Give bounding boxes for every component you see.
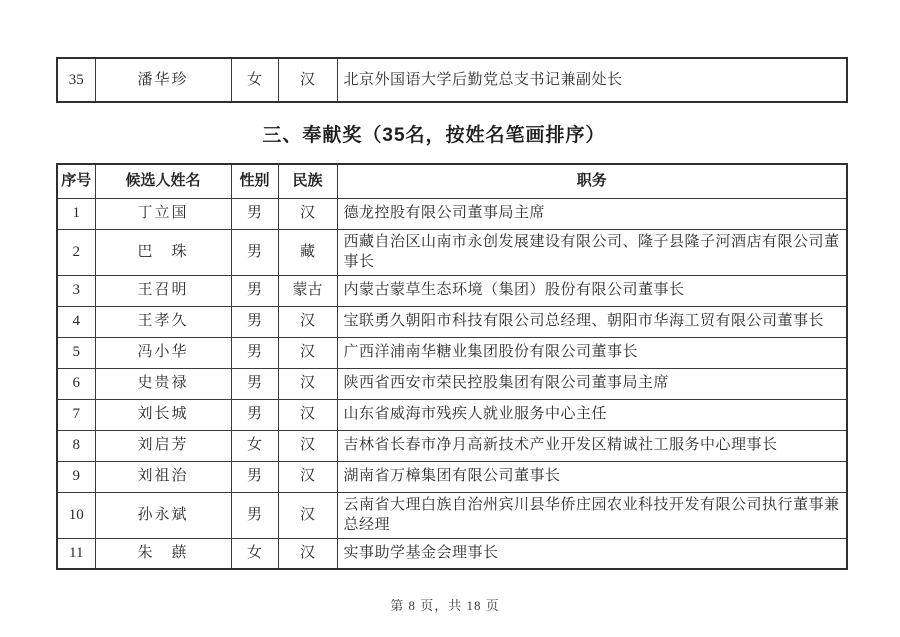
table-row (57, 198, 847, 229)
position-cell: 山东省威海市残疾人就业服务中心主任 (337, 399, 847, 430)
candidate-name-cell: 刘长城 (95, 399, 231, 430)
gender-cell: 男 (231, 229, 278, 275)
position-cell: 实事助学基金会理事长 (337, 538, 847, 569)
ethnicity-cell: 汉 (278, 58, 337, 102)
table-row (57, 229, 847, 275)
table-row (57, 368, 847, 399)
position-cell: 西藏自治区山南市永创发展建设有限公司、隆子县隆子河酒店有限公司董事长 (337, 229, 847, 275)
gender-cell: 女 (231, 58, 278, 102)
candidate-name-cell: 丁立国 (95, 198, 231, 229)
gender-cell: 女 (231, 430, 278, 461)
ethnicity-cell: 蒙古 (278, 275, 337, 306)
candidate-name-cell: 朱 蕻 (95, 538, 231, 569)
header-serial: 序号 (57, 164, 95, 198)
row-number-cell: 11 (57, 538, 95, 569)
row-number-cell: 5 (57, 337, 95, 368)
page-number: 第 8 页，共 18 页 (390, 598, 500, 613)
previous-section-table (56, 57, 848, 103)
gender-cell: 男 (231, 368, 278, 399)
candidate-name-cell: 刘祖治 (95, 461, 231, 492)
ethnicity-cell: 汉 (278, 492, 337, 538)
row-number-cell: 1 (57, 198, 95, 229)
position-cell: 陕西省西安市荣民控股集团有限公司董事局主席 (337, 368, 847, 399)
award-candidates-table (56, 163, 848, 570)
candidate-name-cell: 孙永斌 (95, 492, 231, 538)
gender-cell: 男 (231, 492, 278, 538)
table-row (57, 306, 847, 337)
position-cell: 吉林省长春市净月高新技术产业开发区精诚社工服务中心理事长 (337, 430, 847, 461)
gender-cell: 男 (231, 275, 278, 306)
row-number-cell: 8 (57, 430, 95, 461)
table-row (57, 492, 847, 538)
row-number-cell: 4 (57, 306, 95, 337)
ethnicity-cell: 汉 (278, 538, 337, 569)
gender-cell: 男 (231, 337, 278, 368)
position-cell: 宝联勇久朝阳市科技有限公司总经理、朝阳市华海工贸有限公司董事长 (337, 306, 847, 337)
header-gender: 性别 (231, 164, 278, 198)
row-number-cell: 9 (57, 461, 95, 492)
gender-cell: 男 (231, 461, 278, 492)
row-number-cell: 7 (57, 399, 95, 430)
table-row (57, 430, 847, 461)
position-cell: 北京外国语大学后勤党总支书记兼副处长 (337, 58, 847, 102)
position-cell: 内蒙古蒙草生态环境（集团）股份有限公司董事长 (337, 275, 847, 306)
table-row (57, 538, 847, 569)
candidate-name-cell: 冯小华 (95, 337, 231, 368)
candidate-name-cell: 潘华珍 (95, 58, 231, 102)
table-row (57, 461, 847, 492)
header-candidate-name: 候选人姓名 (95, 164, 231, 198)
ethnicity-cell: 汉 (278, 461, 337, 492)
row-number-cell: 3 (57, 275, 95, 306)
candidate-name-cell: 王召明 (95, 275, 231, 306)
ethnicity-cell: 汉 (278, 368, 337, 399)
ethnicity-cell: 汉 (278, 337, 337, 368)
header-position: 职务 (337, 164, 847, 198)
position-cell: 湖南省万樟集团有限公司董事长 (337, 461, 847, 492)
candidate-name-cell: 史贵禄 (95, 368, 231, 399)
table-row (57, 399, 847, 430)
position-cell: 云南省大理白族自治州宾川县华侨庄园农业科技开发有限公司执行董事兼总经理 (337, 492, 847, 538)
gender-cell: 女 (231, 538, 278, 569)
table-header-row (57, 164, 847, 198)
position-cell: 德龙控股有限公司董事局主席 (337, 198, 847, 229)
row-number-cell: 2 (57, 229, 95, 275)
position-cell: 广西洋浦南华糖业集团股份有限公司董事长 (337, 337, 847, 368)
table-row (57, 337, 847, 368)
gender-cell: 男 (231, 306, 278, 337)
ethnicity-cell: 藏 (278, 229, 337, 275)
ethnicity-cell: 汉 (278, 399, 337, 430)
row-number-cell: 35 (57, 58, 95, 102)
section-title: 三、奉献奖（35名，按姓名笔画排序） (262, 125, 606, 146)
gender-cell: 男 (231, 399, 278, 430)
candidate-name-cell: 刘启芳 (95, 430, 231, 461)
table-row (57, 58, 847, 102)
table-row (57, 275, 847, 306)
gender-cell: 男 (231, 198, 278, 229)
header-ethnicity: 民族 (278, 164, 337, 198)
ethnicity-cell: 汉 (278, 306, 337, 337)
row-number-cell: 10 (57, 492, 95, 538)
row-number-cell: 6 (57, 368, 95, 399)
candidate-name-cell: 巴 珠 (95, 229, 231, 275)
candidate-name-cell: 王孝久 (95, 306, 231, 337)
ethnicity-cell: 汉 (278, 430, 337, 461)
ethnicity-cell: 汉 (278, 198, 337, 229)
